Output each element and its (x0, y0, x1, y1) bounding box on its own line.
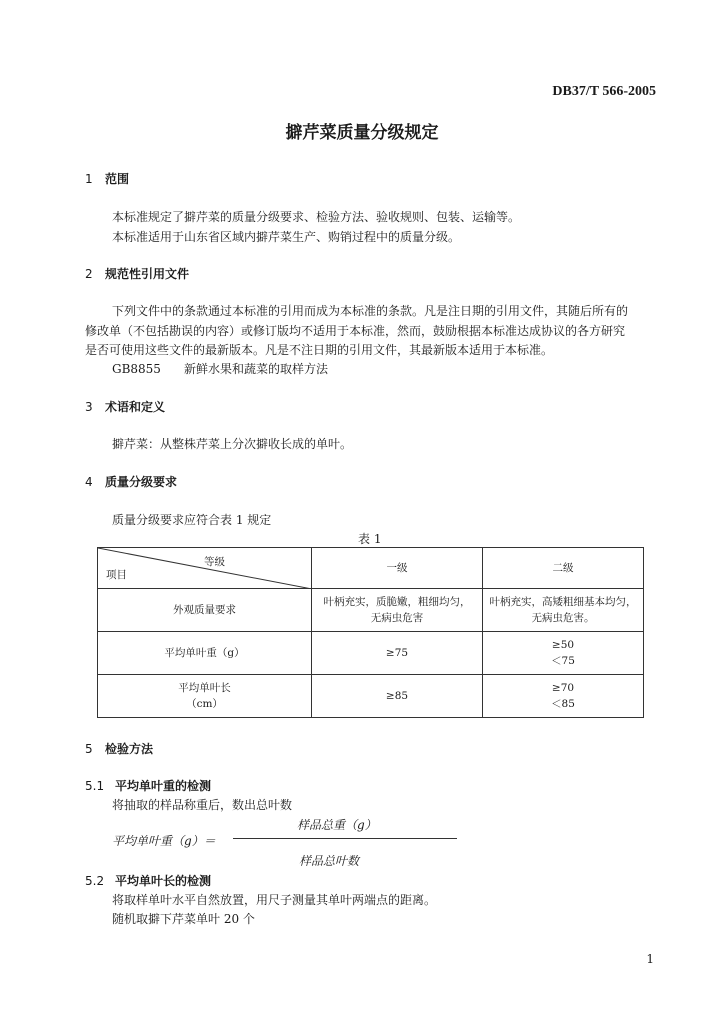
grade-2-value (483, 675, 644, 718)
formula-denominator: 样品总叶数 (299, 854, 360, 868)
paragraph: 将抽取的样品称重后，数出总叶数 (112, 798, 293, 812)
section-title: 规范性引用文件 (105, 267, 190, 281)
table-header-row (98, 548, 644, 589)
section-title: 检验方法 (105, 742, 154, 756)
grade-1-value (312, 589, 483, 632)
formula-numerator: 样品总重（g） (297, 818, 377, 832)
cell-line: 无病虫危害。 (531, 612, 595, 624)
row-item (98, 675, 312, 718)
table-caption: 表 1 (358, 532, 382, 546)
section-heading-2 (85, 265, 189, 282)
section-number: 2 (85, 267, 93, 281)
paragraph-line: 下列文件中的条款通过本标准的引用而成为本标准的条款。凡是注日期的引用文件，其随后所有的 (112, 304, 629, 318)
page-title: 擗芹菜质量分级规定 (285, 123, 439, 143)
cell-line: ＜75 (551, 655, 575, 667)
section-number: 3 (85, 400, 93, 414)
formula-lhs: 平均单叶重（g）＝ (112, 834, 216, 848)
table-row (98, 589, 644, 632)
grade-table (97, 547, 644, 718)
paragraph: 将取样单叶水平自然放置，用尺子测量其单叶两端点的距离。 (112, 893, 437, 907)
paragraph: 质量分级要求应符合表 1 规定 (112, 513, 272, 527)
subsection-number: 5.2 (85, 874, 105, 888)
section-title: 质量分级要求 (105, 475, 178, 489)
section-number: 4 (85, 475, 93, 489)
cell-line: 叶柄充实，质脆嫩，粗细均匀， (323, 596, 471, 608)
diagonal-header-cell (98, 548, 312, 589)
grade-2-value (483, 589, 644, 632)
grade-1-value: ≥75 (312, 632, 483, 675)
term-definition: 擗芹菜：从整株芹菜上分次擗收长成的单叶。 (112, 437, 353, 451)
subsection-title: 平均单叶长的检测 (115, 874, 212, 888)
header-item-label: 项目 (106, 569, 127, 581)
section-number: 1 (85, 172, 93, 186)
section-title: 术语和定义 (105, 400, 166, 414)
document-id: DB37/T 566-2005 (552, 84, 656, 99)
paragraph-line: 修改单（不包括勘误的内容）或修订版均不适用于本标准，然而，鼓励根据本标准达成协议的各方研究 (85, 324, 626, 338)
section-title: 范围 (105, 172, 130, 186)
cell-line: ≥50 (551, 639, 575, 651)
fraction-line (233, 838, 457, 839)
cell-line: ≥70 (551, 682, 575, 694)
cell-line: ＜85 (551, 698, 575, 710)
page-number: 1 (646, 952, 654, 966)
header-grade-1: 一级 (312, 548, 483, 589)
section-heading-4 (85, 473, 177, 490)
subsection-heading-5-1 (85, 777, 211, 794)
subsection-title: 平均单叶重的检测 (115, 779, 212, 793)
table-row (98, 632, 644, 675)
section-heading-5 (85, 740, 153, 757)
subsection-heading-5-2 (85, 872, 211, 889)
paragraph-line: 是否可使用这些文件的最新版本。凡是不注日期的引用文件，其最新版本适用于本标准。 (85, 343, 554, 357)
row-item: 平均单叶重（g） (98, 632, 312, 675)
reference-title: 新鲜水果和蔬菜的取样方法 (184, 362, 329, 376)
section-heading-3 (85, 398, 165, 415)
cell-line: （cm） (186, 698, 223, 710)
section-heading-1 (85, 170, 129, 187)
paragraph: 本标准规定了擗芹菜的质量分级要求、检验方法、验收规则、包装、运输等。 (112, 210, 521, 224)
normative-reference (112, 360, 328, 377)
paragraph: 本标准适用于山东省区域内擗芹菜生产、购销过程中的质量分级。 (112, 230, 461, 244)
cell-line: 无病虫危害 (370, 612, 424, 624)
cell-line: 平均单叶长 (178, 682, 231, 694)
table-row (98, 675, 644, 718)
row-item: 外观质量要求 (98, 589, 312, 632)
grade-2-value (483, 632, 644, 675)
section-number: 5 (85, 742, 93, 756)
cell-line: 叶柄充实，高矮粗细基本均匀， (489, 596, 637, 608)
reference-code: GB8855 (112, 362, 161, 376)
subsection-number: 5.1 (85, 779, 105, 793)
paragraph: 随机取擗下芹菜单叶 20 个 (112, 912, 255, 926)
header-grade-label: 等级 (204, 556, 225, 568)
grade-1-value: ≥85 (312, 675, 483, 718)
header-grade-2: 二级 (483, 548, 644, 589)
